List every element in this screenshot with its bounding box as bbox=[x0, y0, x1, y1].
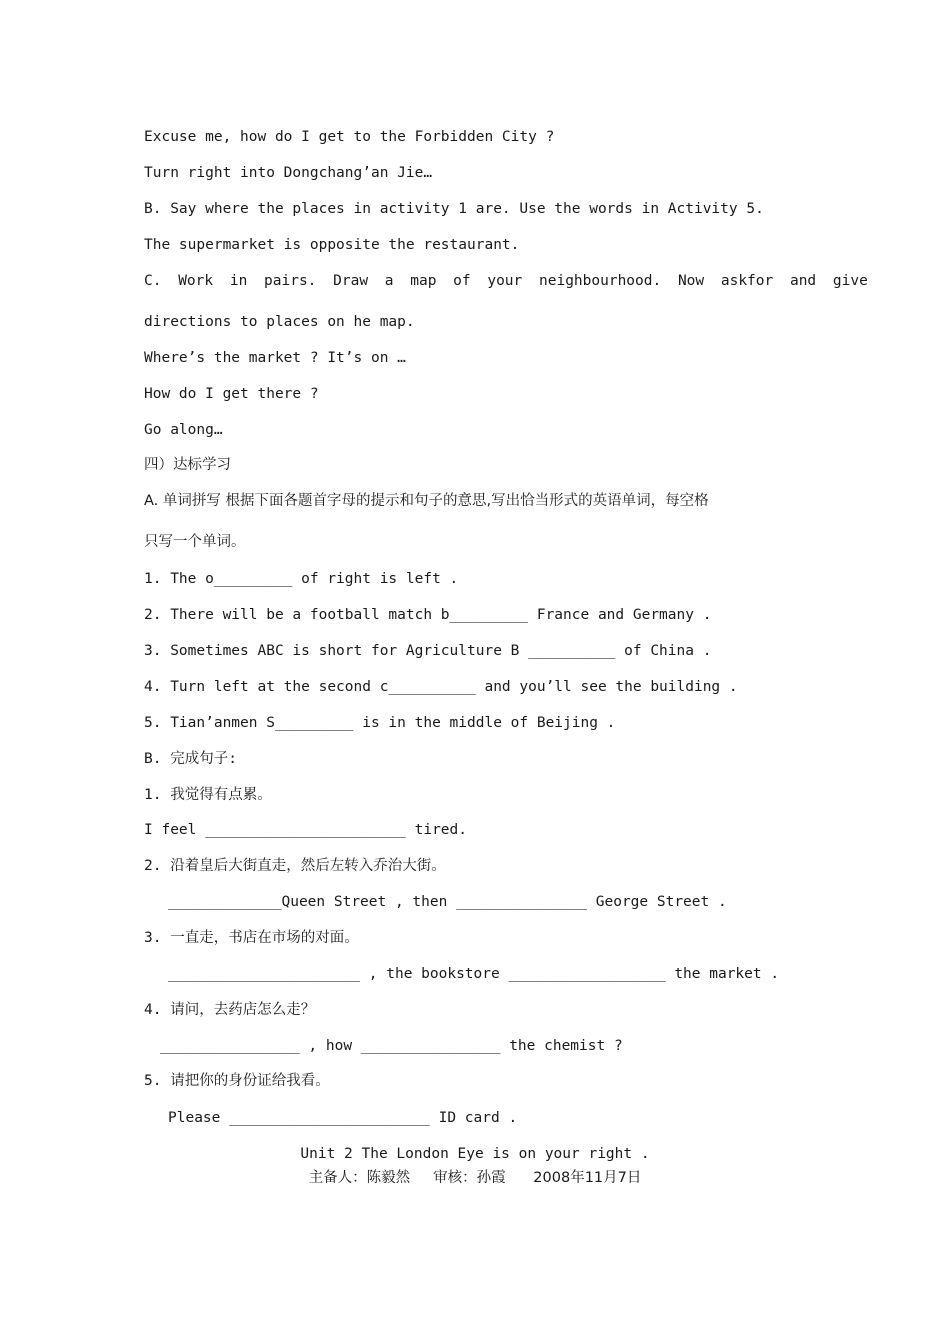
exercise-prompt: 2. 沿着皇后大街直走，然后左转入乔治大街。 bbox=[144, 858, 446, 874]
exercise-item: 1. The o_________ of right is left . bbox=[144, 571, 459, 587]
text-line: How do I get there ? bbox=[144, 386, 319, 402]
text-line: Excuse me, how do I get to the Forbidden City ? bbox=[144, 129, 555, 145]
text-line: Turn right into Dongchang’an Jie… bbox=[144, 165, 433, 181]
exercise-prompt: 4. 请问，去药店怎么走？ bbox=[144, 1002, 316, 1018]
exercise-answer-line: Please _______________________ ID card . bbox=[168, 1110, 518, 1126]
exercise-item: 4. Turn left at the second c__________ and you’ll see the building . bbox=[144, 679, 738, 695]
exercise-prompt: 5. 请把你的身份证给我看。 bbox=[144, 1073, 330, 1089]
exercise-answer-line: _____________Queen Street , then _______________ George Street . bbox=[168, 894, 727, 910]
section-heading: 四）达标学习 bbox=[144, 457, 231, 473]
credits-line: 主备人：陈毅然 审核：孙霞 2008年11月7日 bbox=[308, 1170, 642, 1186]
text-line: directions to places on he map. bbox=[144, 314, 415, 330]
exercise-item: 3. Sometimes ABC is short for Agriculture B __________ of China . bbox=[144, 643, 712, 659]
text-line: The supermarket is opposite the restaurant. bbox=[144, 237, 520, 253]
exercise-item: 2. There will be a football match b_________ France and Germany . bbox=[144, 607, 712, 623]
exercise-prompt: 1. 我觉得有点累。 bbox=[144, 787, 272, 803]
text-line: C. Work in pairs. Draw a map of your neighbourhood. Now askfor and give bbox=[144, 273, 868, 289]
text-line: A. 单词拼写 根据下面各题首字母的提示和句子的意思,写出恰当形式的英语单词，每空格 bbox=[144, 493, 709, 509]
text-line: Go along… bbox=[144, 422, 223, 438]
text-line: Where’s the market ? It’s on … bbox=[144, 350, 406, 366]
text-line: 只写一个单词。 bbox=[144, 534, 246, 550]
exercise-answer-line: ______________________ , the bookstore __________________ the market . bbox=[168, 966, 780, 982]
unit-title: Unit 2 The London Eye is on your right . bbox=[300, 1146, 650, 1162]
exercise-prompt: 3. 一直走，书店在市场的对面。 bbox=[144, 930, 359, 946]
text-line: B. Say where the places in activity 1 are. Use the words in Activity 5. bbox=[144, 201, 764, 217]
exercise-answer-line: ________________ , how ________________ the chemist ? bbox=[160, 1038, 623, 1054]
section-heading: B. 完成句子: bbox=[144, 751, 237, 767]
exercise-answer-line: I feel _______________________ tired. bbox=[144, 822, 468, 838]
exercise-item: 5. Tian’anmen S_________ is in the middle of Beijing . bbox=[144, 715, 616, 731]
